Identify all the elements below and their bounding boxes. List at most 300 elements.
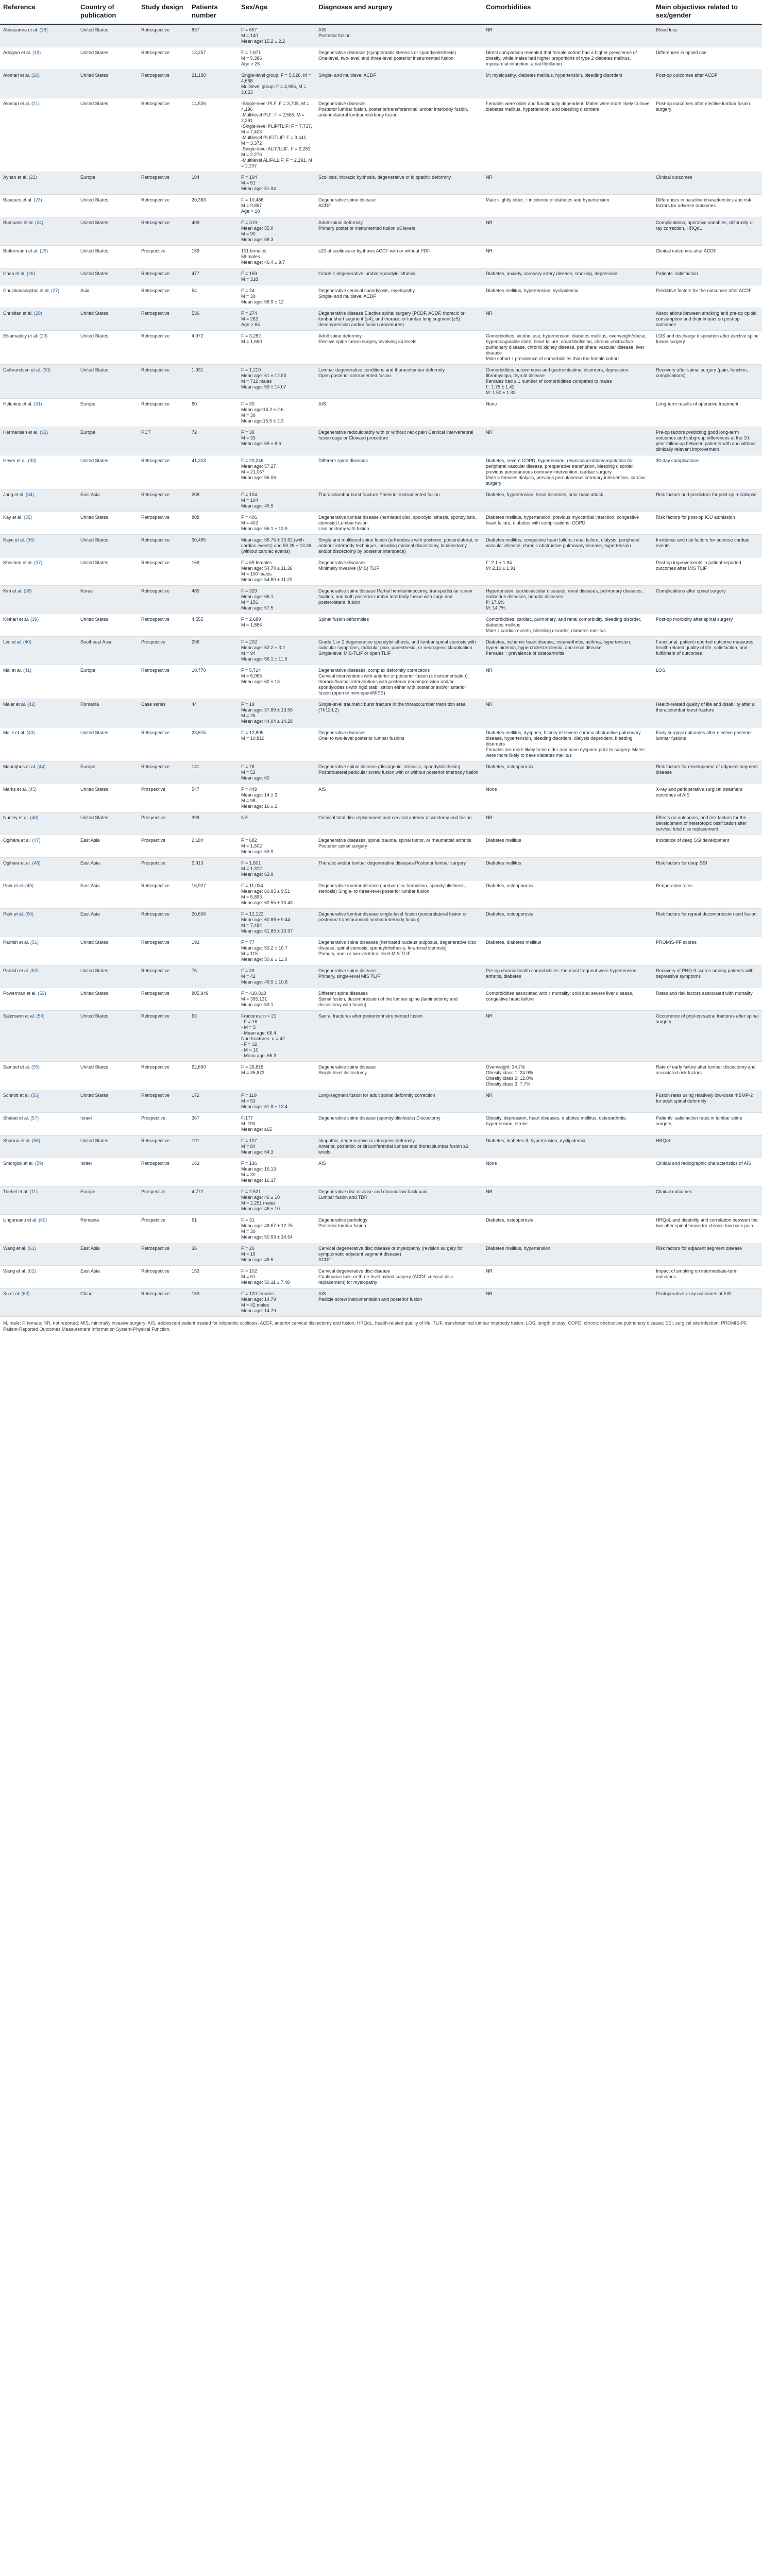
reference-author: Wang et al. — [3, 1268, 27, 1274]
table-row — [0, 455, 762, 489]
cell-sex-age: F = 5,714 M = 5,056 Mean age: 62 ± 13 — [238, 665, 315, 699]
reference-author: Kim et al. — [3, 588, 23, 594]
cell-sex-age: F = 77 Mean age: 53.2 ± 10.7 M = 115 Mean age: 50.6 ± 11.0 — [238, 937, 315, 965]
cell-reference — [0, 909, 77, 937]
cell-country: United States — [77, 614, 138, 637]
table-row — [0, 1011, 762, 1062]
cell-main-objectives: Pre-op factors predicting good long-term outcomes and subgroup differences at the 10-year follow-up between patients with and without clinically relevant improvement — [653, 427, 762, 455]
reference-author: Chan et al. — [3, 271, 26, 276]
cell-study-design: Retrospective — [138, 455, 189, 489]
cell-main-objectives: Risk factors for development of adjacent segment disease — [653, 761, 762, 784]
reference-number-link[interactable]: (50) — [25, 911, 34, 917]
table-header-row — [0, 0, 762, 24]
header-main-objectives: Main objectives related to sex/gender — [653, 0, 762, 24]
cell-study-design: Retrospective — [138, 761, 189, 784]
reference-author: Lim et al. — [3, 639, 22, 645]
table-row — [0, 1187, 762, 1215]
cell-study-design: Retrospective — [138, 557, 189, 586]
table-row — [0, 557, 762, 586]
reference-number-link[interactable]: (11) — [29, 1189, 38, 1194]
cell-patients-number: 399 — [189, 812, 238, 835]
reference-number-link[interactable]: (61) — [27, 1246, 36, 1251]
reference-number-link[interactable]: (33) — [28, 458, 37, 463]
table-row — [0, 47, 762, 70]
reference-number-link[interactable]: (36) — [26, 537, 35, 543]
cell-patients-number: 296 — [189, 637, 238, 665]
cell-country: Europe — [77, 172, 138, 195]
cell-main-objectives: Effects on outcomes, and risk factors for the development of heterotopic ossification after cervical total disc replacement — [653, 812, 762, 835]
cell-diagnoses-surgery: Degenerative disease Elective spinal surgery (PCDF, ACDF, thoracic or lumbar short segment (≤4), and thoracic or lumbar long segment (≥5) decompression and/or fusion procedures) — [315, 308, 483, 331]
cell-reference — [0, 308, 77, 331]
reference-author: Wang et al. — [3, 1246, 27, 1251]
cell-sex-age: F = 119 M = 53 Mean age: 61.8 ± 13.4 — [238, 1090, 315, 1113]
cell-country: United States — [77, 24, 138, 47]
cell-reference — [0, 489, 77, 512]
cell-diagnoses-surgery: AIS — [315, 1158, 483, 1187]
cell-comorbidities: NR — [483, 665, 653, 699]
reference-number-link[interactable]: (20) — [31, 73, 40, 78]
table-row — [0, 784, 762, 812]
cell-country: United States — [77, 70, 138, 98]
cell-sex-age: -Single-level PLF: F = 3,705, M = 4,196 -Multilevel PLF: F = 2,565, M = 2,291 -Single-level PLIF/TLIF: F = 7,737, M = 7,403 -Multilevel PLIF/TLIF: F = 3,441, M = 3,372 -Single-level ALIF/LLIF: F = 2,281, M = 2,276 -Multilevel ALIF/LLIF: F = 2,291, M = 2,107 — [238, 98, 315, 172]
cell-country: Southeast Asia — [77, 637, 138, 665]
cell-country: United States — [77, 512, 138, 535]
cell-country: Europe — [77, 427, 138, 455]
reference-number-link[interactable]: (40) — [23, 639, 32, 645]
cell-diagnoses-surgery: Degenerative spine disease Primary, single-level MIS TLIF — [315, 965, 483, 988]
cell-study-design: Retrospective — [138, 614, 189, 637]
reference-number-link[interactable]: (22) — [28, 175, 37, 180]
cell-sex-age: F = 2,689 M = 1,866 — [238, 614, 315, 637]
cell-diagnoses-surgery: Different spine diseases — [315, 455, 483, 489]
cell-reference — [0, 761, 77, 784]
reference-number-link[interactable]: (41) — [23, 668, 32, 673]
reference-number-link[interactable]: (53) — [38, 991, 46, 996]
reference-number-link[interactable]: (23) — [33, 197, 42, 202]
cell-comorbidities: Obesity, depression, heart diseases, diabetes mellitus, osteoarthritis, hypertension, stroke — [483, 1113, 653, 1136]
cell-reference — [0, 1266, 77, 1289]
cell-country: United States — [77, 812, 138, 835]
cell-main-objectives: Risk factors and predictors for post-op recollapse — [653, 489, 762, 512]
table-row — [0, 70, 762, 98]
cell-study-design: Retrospective — [138, 965, 189, 988]
cell-diagnoses-surgery: Degenerative diseases One- to two-level posterior lumbar fusions — [315, 727, 483, 761]
cell-study-design: Retrospective — [138, 98, 189, 172]
cell-sex-age: F = 24 M = 30 Mean age: 58.9 ± 12 — [238, 285, 315, 308]
cell-comorbidities: NR — [483, 1090, 653, 1113]
cell-patients-number: 131 — [189, 761, 238, 784]
cell-comorbidities: F: 2.1 ± 1.94 M: 2.10 ± 1.91 — [483, 557, 653, 586]
cell-main-objectives: Recovery after spinal surgery (pain, function, complications) — [653, 365, 762, 399]
cell-diagnoses-surgery: Degenerative diseases, complex deformity corrections Cervical interventions with anterior or posterior fusion (± instrumentation), thoracic/lumbar interventions with posterior decompression and/or spondylodesis with rigid stabilization either with posterior and/or anterior fusion (open or mini-open/MISS) — [315, 665, 483, 699]
table-row — [0, 1062, 762, 1090]
cell-country: United States — [77, 988, 138, 1011]
cell-main-objectives: Risk factors for post-op ICU admission — [653, 512, 762, 535]
reference-author: Smorgick et al. — [3, 1161, 34, 1166]
cell-patients-number: 192 — [189, 937, 238, 965]
cell-patients-number: 23,615 — [189, 727, 238, 761]
reference-author: Christian et al. — [3, 311, 33, 316]
cell-patients-number: 4,772 — [189, 1187, 238, 1215]
reference-author: Malik et al. — [3, 730, 26, 735]
cell-sex-age: F = 11,034 Mean age: 60.95 ± 9.51 M = 5,893 Mean age: 62.55 ± 10.43 — [238, 880, 315, 909]
cell-diagnoses-surgery: Degenerative diseases Posterior lumbar fusion, posterior/transforaminal lumbar interbody fusion, anterior/lateral lumbar interbody fusion — [315, 98, 483, 172]
cell-diagnoses-surgery: Idiopathic, degenerative or iatrogenic deformity Anterior, posterior, or circumferential lumbar and thoracolumbar fusion ≥3 levels — [315, 1136, 483, 1158]
cell-sex-age: F = 202 Mean age: 52.2 ± 3.2 M = 94 Mean age: 56.1 ± 11.6 — [238, 637, 315, 665]
cell-study-design: Retrospective — [138, 308, 189, 331]
reference-number-link[interactable]: (19) — [32, 50, 41, 55]
cell-study-design: Retrospective — [138, 285, 189, 308]
cell-comorbidities: Comorbidities: cardiac, pulmonary, and renal comorbidity, bleeding disorder, diabetes mellitus Male ↑ cardiac events, bleeding disorder, diabetes mellitus — [483, 614, 653, 637]
cell-sex-age: Mean age: 66.75 ± 10.62 (with cardiac events) and 59.26 ± 13.36 (without cardiac events) — [238, 535, 315, 557]
cell-main-objectives: Fusion rates using relatively low-dose rhBMP-2 for adult spinal deformity — [653, 1090, 762, 1113]
cell-study-design: Retrospective — [138, 268, 189, 285]
cell-study-design: Retrospective — [138, 217, 189, 246]
cell-reference — [0, 1187, 77, 1215]
reference-number-link[interactable]: (45) — [28, 787, 37, 792]
cell-country: East Asia — [77, 909, 138, 937]
reference-author: Bumpass et al. — [3, 220, 34, 225]
cell-diagnoses-surgery: Degenerative spine disease Partial hemilaminectomy, transpedicular screw fixation, and both posterior lumbar interbody fusion with cage and posterolateral fusion — [315, 586, 483, 614]
cell-patients-number: 409 — [189, 217, 238, 246]
reference-author: Hermansen et al. — [3, 430, 39, 435]
cell-diagnoses-surgery: AIS Pedicle screw instrumentation and posterior fusion — [315, 1289, 483, 1317]
cell-reference — [0, 1158, 77, 1187]
cell-reference — [0, 965, 77, 988]
cell-sex-age: F = 449 Mean age: 14 ± 2 M = 98 Mean age: 16 ± 2 — [238, 784, 315, 812]
cell-country: United States — [77, 268, 138, 285]
reference-author: Chucikasangchai et al. — [3, 288, 50, 293]
cell-country: Israel — [77, 1113, 138, 1136]
cell-main-objectives: X-ray and perioperative surgical treatment outcomes of AIS — [653, 784, 762, 812]
cell-country: United States — [77, 965, 138, 988]
cell-sex-age: F = 329 Mean age: 66.1 M = 156 Mean age: 57.5 — [238, 586, 315, 614]
reference-number-link[interactable]: (30) — [42, 367, 51, 372]
cell-country: Asia — [77, 285, 138, 308]
cell-comorbidities: Diabetes mellitus, hypertension, previous myocardial infarction, congestive heart failure, diabetes with complications, COPD — [483, 512, 653, 535]
cell-patients-number: 163 — [189, 1158, 238, 1187]
reference-number-link[interactable]: (29) — [39, 333, 48, 338]
cell-study-design: Retrospective — [138, 909, 189, 937]
cell-study-design: Retrospective — [138, 195, 189, 217]
cell-sex-age: F = 7,871 M = 5,386 Age > 25 — [238, 47, 315, 70]
reference-number-link[interactable]: (55) — [31, 1064, 40, 1070]
cell-reference — [0, 699, 77, 727]
reference-author: Salzmann et al. — [3, 1013, 36, 1019]
table-row — [0, 1215, 762, 1243]
reference-author: Ogihara et al. — [3, 860, 31, 866]
cell-patients-number: 2,913 — [189, 858, 238, 880]
cell-country: United States — [77, 246, 138, 268]
cell-sex-age: F = 69 females Mean age: 54.70 ± 11.36 M = 100 males Mean age: 54.80 ± 11.22 — [238, 557, 315, 586]
cell-diagnoses-surgery: Degenerative spine disease (spondylolisthesis) Discectomy — [315, 1113, 483, 1136]
cell-patients-number: 169 — [189, 557, 238, 586]
reference-number-link[interactable]: (42) — [27, 702, 36, 707]
cell-country: Romania — [77, 699, 138, 727]
cell-comorbidities: Females were older and functionally dependent. Males were more likely to have diabetes mellitus, hypertension, and bleeding disorders — [483, 98, 653, 172]
cell-diagnoses-surgery: Degenerative radiculopathy with or without neck pain Cervical intervertebral fusion cage or Cloward procedure — [315, 427, 483, 455]
cell-patients-number: 1,931 — [189, 365, 238, 399]
cell-comorbidities: None — [483, 399, 653, 427]
reference-author: Marks et al. — [3, 787, 27, 792]
table-row — [0, 308, 762, 331]
cell-country: United States — [77, 1090, 138, 1113]
cell-diagnoses-surgery: Degenerative spine disease Single-level discectomy — [315, 1062, 483, 1090]
cell-reference — [0, 535, 77, 557]
cell-main-objectives: Postoperative x-ray outcomes of AIS — [653, 1289, 762, 1317]
cell-diagnoses-surgery: Scoliosis, thoracic kyphosis, degenerative or idiopathic deformity — [315, 172, 483, 195]
cell-country: Europe — [77, 665, 138, 699]
cell-patients-number: 808 — [189, 512, 238, 535]
cell-main-objectives: Clinical outcomes — [653, 1187, 762, 1215]
cell-comorbidities: NR — [483, 172, 653, 195]
cell-study-design: Retrospective — [138, 1289, 189, 1317]
header-reference: Reference — [0, 0, 77, 24]
table-row — [0, 699, 762, 727]
reference-number-link[interactable]: (62) — [27, 1268, 36, 1274]
cell-sex-age: 101 females 58 males Mean age: 46.4 ± 9.7 — [238, 246, 315, 268]
cell-main-objectives: LOS and discharge disposition after elective spine fusion surgery — [653, 331, 762, 365]
cell-patients-number: 36 — [189, 1243, 238, 1266]
cell-main-objectives: Rates and risk factors associated with mortality — [653, 988, 762, 1011]
reference-author: Elsamadicy et al. — [3, 333, 39, 338]
reference-number-link[interactable]: (32) — [40, 430, 48, 435]
cell-reference — [0, 285, 77, 308]
cell-comorbidities: Comorbidities associated with ↑ mortality: cold and severe liver disease, congestive heart failure — [483, 988, 653, 1011]
reference-number-link[interactable]: (48) — [32, 860, 41, 866]
table-row — [0, 1243, 762, 1266]
table-row — [0, 217, 762, 246]
cell-patients-number: 30,495 — [189, 535, 238, 557]
cell-sex-age: F = 26,818 M = 35,872 — [238, 1062, 315, 1090]
cell-country: United States — [77, 331, 138, 365]
cell-sex-age: F = 12,805 M = 10,810 — [238, 727, 315, 761]
header-patients-number: Patients number — [189, 0, 238, 24]
cell-main-objectives: Incidence of deep SSI development — [653, 835, 762, 858]
reference-author: Jang et al. — [3, 492, 25, 497]
table-footnote: M, male; F, female; NR, not reported; MIS, minimally invasive surgery; AIS, adolescent patient treated for idiopathic scoliosis; ACDF, anterior cervical discectomy and fusion; HRQoL, health-related quality of life; TLIF, transforaminal lumbar interbody fusion; LOS, length of stay; COPD, chronic obstructive pulmonary disease; SSI, surgical site infection; PROMIS-PF, Patient-Reported Outcomes Measurement Information System-Physical Function. — [3, 1320, 748, 1332]
reference-number-link[interactable]: (47) — [32, 838, 41, 843]
cell-study-design: Retrospective — [138, 399, 189, 427]
cell-main-objectives: Long-term results of operative treatment — [653, 399, 762, 427]
cell-main-objectives: Post-op improvements in patient-reported outcomes after MIS TLIF — [653, 557, 762, 586]
cell-patients-number: 14,526 — [189, 98, 238, 172]
cell-reference — [0, 98, 77, 172]
cell-comorbidities: NR — [483, 217, 653, 246]
cell-study-design: Retrospective — [138, 24, 189, 47]
cell-comorbidities: Diabetes, hypertension, heart diseases, prior brain attack — [483, 489, 653, 512]
cell-main-objectives: Patients' satisfaction — [653, 268, 762, 285]
table-row — [0, 727, 762, 761]
cell-reference — [0, 637, 77, 665]
table-row — [0, 427, 762, 455]
header-sex-age: Sex/Age — [238, 0, 315, 24]
reference-number-link[interactable]: (28) — [34, 311, 43, 316]
cell-study-design: Prospective — [138, 784, 189, 812]
cell-reference — [0, 427, 77, 455]
cell-comorbidities: Diabetes, diabetes mellitus — [483, 937, 653, 965]
cell-patients-number: 61 — [189, 1215, 238, 1243]
cell-comorbidities: Diabetes mellitus, congestive heart failure, renal failure, dialysis, peripheral vascular disease, chronic obstructive pulmonary disease, hypertension — [483, 535, 653, 557]
table-row — [0, 614, 762, 637]
cell-main-objectives: Risk factors for adjacent segment disease — [653, 1243, 762, 1266]
reference-number-link[interactable]: (34) — [26, 492, 35, 497]
cell-patients-number: 75 — [189, 965, 238, 988]
cell-sex-age: F = 159 M = 318 — [238, 268, 315, 285]
cell-sex-age: F = 31 Mean age: 48.67 ± 12.76 M = 30 Mean age: 50.93 ± 14.54 — [238, 1215, 315, 1243]
cell-sex-age: F = 120 females Mean age: 14.79 M = 42 males Mean age: 14.79 — [238, 1289, 315, 1317]
cell-reference — [0, 1289, 77, 1317]
reference-number-link[interactable]: (52) — [30, 968, 39, 973]
reference-author: Parrish et al. — [3, 968, 29, 973]
reference-number-link[interactable]: (57) — [30, 1115, 39, 1121]
reference-number-link[interactable]: (39) — [30, 617, 39, 622]
reference-author: Park et al. — [3, 911, 24, 917]
cell-patients-number: 63 — [189, 1011, 238, 1062]
reference-number-link[interactable]: (24) — [35, 220, 44, 225]
table-row — [0, 365, 762, 399]
cell-comorbidities: Direct comparison revealed that female cohort had a higher prevalence of obesity, while males had higher proportions of type 2 diabetes mellitus, myocardial infarction, atrial fibrillation — [483, 47, 653, 70]
reference-number-link[interactable]: (44) — [37, 764, 46, 769]
reference-number-link[interactable]: (37) — [34, 560, 43, 565]
cell-reference — [0, 614, 77, 637]
cell-comorbidities: Diabetes mellitus — [483, 858, 653, 880]
cell-diagnoses-surgery: Grade 1 degenerative lumbar spondylolisthesis — [315, 268, 483, 285]
cell-sex-age: F = 12,122 Mean age: 60.88 ± 9.44 M = 7,484 Mean age: 61.86 ± 10.97 — [238, 909, 315, 937]
cell-study-design: Retrospective — [138, 665, 189, 699]
cell-reference — [0, 24, 77, 47]
reference-number-link[interactable]: (46) — [30, 815, 39, 820]
cell-patients-number: 13,257 — [189, 47, 238, 70]
cell-study-design: Retrospective — [138, 1266, 189, 1289]
table-row — [0, 331, 762, 365]
reference-author: Park et al. — [3, 883, 24, 888]
cell-patients-number: 60 — [189, 399, 238, 427]
reference-author: Alomari et al. — [3, 101, 30, 106]
cell-reference — [0, 331, 77, 365]
cell-diagnoses-surgery: Cervical total disc replacement and cervical anterior discectomy and fusion — [315, 812, 483, 835]
cell-diagnoses-surgery: Degenerative diseases (symptomatic stenosis or spondylolisthesis) One-level, two-level, and three-level posterior instrumented fusion — [315, 47, 483, 70]
cell-patients-number: 4,555 — [189, 614, 238, 637]
cell-patients-number: 485 — [189, 586, 238, 614]
cell-diagnoses-surgery: AIS Posterior fusion — [315, 24, 483, 47]
cell-comorbidities: Diabetes, osteoporosis — [483, 880, 653, 909]
reference-number-link[interactable]: (43) — [26, 730, 35, 735]
cell-sex-age: F = 1,219 Mean age: 61 ± 12.83 M = 712 males Mean age: 59 ± 14.07 — [238, 365, 315, 399]
cell-diagnoses-surgery: Degenerative diseases Minimally invasive (MIS) TLIF — [315, 557, 483, 586]
cell-comorbidities: Comorbidities: alcohol use, hypertension, diabetes mellitus, overweight/obese, hypercoagulable state, heart failure, atrial fibrillation, chronic obstructive pulmonary disease, chronic kidney disease, peripheral vascular disease, liver disease Male cohort ↑ prevalence of comorbidities than the female cohort — [483, 331, 653, 365]
cell-study-design: Retrospective — [138, 512, 189, 535]
table-row — [0, 880, 762, 909]
cell-comorbidities: Diabetes, osteoporosis — [483, 909, 653, 937]
reference-number-link[interactable]: (27) — [51, 288, 60, 293]
cell-patients-number: 104 — [189, 172, 238, 195]
cell-sex-age: Single-level group: F = 5,026, M = 4,668 Multilevel group: F = 4,955, M = 3,653 — [238, 70, 315, 98]
cell-reference — [0, 70, 77, 98]
cell-study-design: Retrospective — [138, 331, 189, 365]
cell-comorbidities: NR — [483, 246, 653, 268]
cell-country: Europe — [77, 399, 138, 427]
cell-sex-age: F = 274 M = 262 Age > 65 — [238, 308, 315, 331]
cell-study-design: RCT — [138, 427, 189, 455]
cell-diagnoses-surgery: Different spine diseases Spinal fusion, decompression of the lumbar spine (laminectomy and discectomy with fusion) — [315, 988, 483, 1011]
reference-author: Ayhan et al. — [3, 175, 28, 180]
cell-study-design: Prospective — [138, 637, 189, 665]
table-row — [0, 858, 762, 880]
cell-reference — [0, 512, 77, 535]
table-row — [0, 1158, 762, 1187]
cell-sex-age: F = 107 M = 84 Mean age: 64.3 — [238, 1136, 315, 1158]
reference-number-link[interactable]: (56) — [31, 1093, 40, 1098]
cell-sex-age: F = 406 M = 402 Mean age: 56.1 ± 13.9 — [238, 512, 315, 535]
reference-number-link[interactable]: (58) — [32, 1138, 41, 1143]
cell-comorbidities: Diabetes mellitus — [483, 835, 653, 858]
reference-author: Kothari et al. — [3, 617, 29, 622]
cell-reference — [0, 217, 77, 246]
cell-main-objectives: PROMIS-PF scores — [653, 937, 762, 965]
cell-study-design: Retrospective — [138, 880, 189, 909]
cell-country: United States — [77, 217, 138, 246]
cell-comorbidities: Pre-op chronic health comorbidities: the most frequent were hypertension, arthritis, diabetes — [483, 965, 653, 988]
cell-comorbidities: NR — [483, 812, 653, 835]
table-row — [0, 246, 762, 268]
cell-comorbidities: Male slightly older, ↑ incidence of diabetes and hypertension — [483, 195, 653, 217]
reference-number-link[interactable]: (31) — [33, 401, 42, 406]
reference-number-link[interactable]: (35) — [24, 515, 32, 520]
table-row — [0, 24, 762, 47]
cell-study-design: Prospective — [138, 812, 189, 835]
reference-number-link[interactable]: (18) — [39, 27, 48, 32]
cell-patients-number: 837 — [189, 24, 238, 47]
reference-number-link[interactable]: (54) — [36, 1013, 45, 1019]
reference-number-link[interactable]: (38) — [24, 588, 32, 594]
cell-main-objectives: Post-op outcomes after ACDF — [653, 70, 762, 98]
table-body — [0, 24, 762, 1317]
cell-sex-age: F = 20,246 Mean age: 57.27 M = 21,067 Mean age: 56.06 — [238, 455, 315, 489]
reference-number-link[interactable]: (60) — [39, 1217, 47, 1223]
cell-study-design: Retrospective — [138, 988, 189, 1011]
reference-author: Kay et al. — [3, 515, 23, 520]
reference-author: Adogwa et al. — [3, 50, 31, 55]
table-row — [0, 1113, 762, 1136]
table-row — [0, 812, 762, 835]
reference-number-link[interactable]: (25) — [40, 248, 48, 253]
cell-reference — [0, 1011, 77, 1062]
cell-main-objectives: 30-day complications — [653, 455, 762, 489]
cell-diagnoses-surgery: Lumbar degenerative conditions and thoracolumbar deformity Open posterior instrumented fusion — [315, 365, 483, 399]
cell-main-objectives: Risk factors for deep SSI — [653, 858, 762, 880]
reference-number-link[interactable]: (26) — [27, 271, 36, 276]
cell-comorbidities: Diabetes mellitus, hypertension, dyslipidemia — [483, 285, 653, 308]
cell-comorbidities: NR — [483, 427, 653, 455]
reference-number-link[interactable]: (49) — [25, 883, 34, 888]
cell-patients-number: 16,927 — [189, 880, 238, 909]
cell-patients-number: 62,690 — [189, 1062, 238, 1090]
reference-number-link[interactable]: (63) — [21, 1291, 30, 1296]
reference-number-link[interactable]: (21) — [31, 101, 40, 106]
cell-country: United States — [77, 727, 138, 761]
cell-reference — [0, 557, 77, 586]
reference-number-link[interactable]: (59) — [35, 1161, 44, 1166]
cell-main-objectives: Clinical and radiographic characteristics of AIS — [653, 1158, 762, 1187]
cell-diagnoses-surgery: Degenerative pathology Posterior lumbar fusion — [315, 1215, 483, 1243]
cell-study-design: Prospective — [138, 858, 189, 880]
reference-author: Xu et al. — [3, 1291, 21, 1296]
cell-study-design: Retrospective — [138, 1243, 189, 1266]
cell-diagnoses-surgery: ≤20 of scoliosis or kyphosis ACDF with or without PDF — [315, 246, 483, 268]
reference-number-link[interactable]: (51) — [30, 940, 39, 945]
cell-comorbidities: Diabetes, diabetes II, hypertension, dyslipidemia — [483, 1136, 653, 1158]
